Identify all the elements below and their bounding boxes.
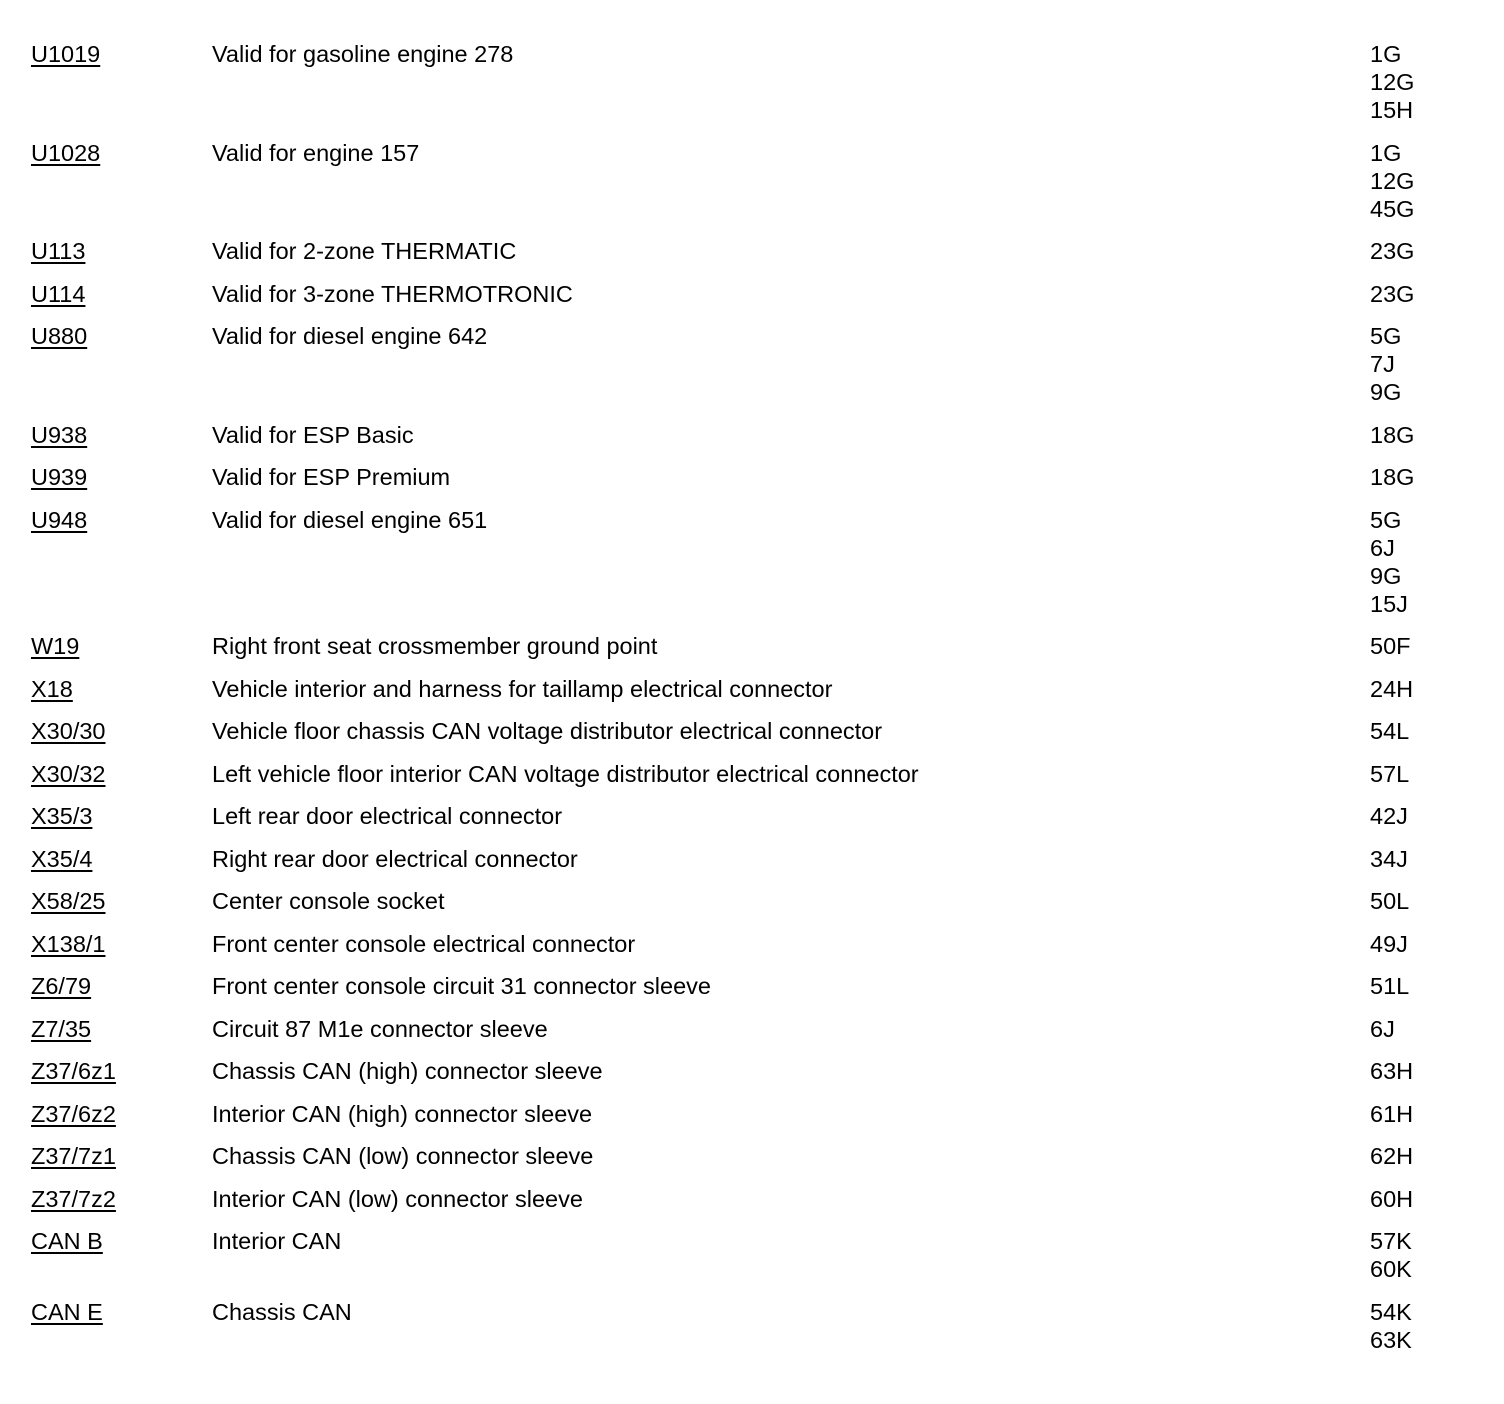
component-code-link[interactable]: U113 [31, 238, 86, 264]
grid-reference: 5G [1370, 323, 1402, 349]
component-description: Valid for ESP Premium [212, 464, 451, 490]
grid-reference: 15J [1370, 590, 1408, 617]
component-description: Valid for 3-zone THERMOTRONIC [212, 280, 573, 307]
component-code-link[interactable]: Z7/35 [31, 1015, 92, 1042]
component-description: Valid for gasoline engine 278 [212, 41, 514, 67]
grid-reference-list [1370, 717, 1460, 745]
component-code-link[interactable]: X18 [31, 675, 73, 702]
component-description: Circuit 87 M1e connector sleeve [212, 1015, 548, 1042]
component-description: Right rear door electrical connector [212, 845, 578, 872]
component-description: Valid for diesel engine 642 [212, 323, 488, 349]
grid-reference: 23G [1370, 280, 1415, 307]
component-code-link[interactable]: U1019 [31, 41, 101, 67]
grid-reference-list [1370, 506, 1460, 618]
component-code-link[interactable]: CAN E [31, 1298, 103, 1325]
grid-reference-list [1370, 1100, 1460, 1128]
component-description: Valid for ESP Basic [212, 421, 414, 448]
legend-row [31, 1298, 1471, 1354]
grid-reference: 62H [1370, 1143, 1414, 1169]
component-code-link[interactable]: U948 [31, 506, 88, 533]
component-description: Front center console electrical connector [212, 930, 636, 957]
grid-reference-list [1370, 1227, 1460, 1283]
component-code-link[interactable]: X58/25 [31, 888, 106, 914]
legend-row [31, 845, 1471, 873]
grid-reference-list [1370, 760, 1460, 788]
component-description: Left rear door electrical connector [212, 803, 563, 829]
grid-reference: 60K [1370, 1256, 1412, 1282]
grid-reference: 6J [1370, 1015, 1395, 1042]
grid-reference: 42J [1370, 803, 1408, 829]
legend-row [31, 463, 1471, 491]
component-description: Valid for 2-zone THERMATIC [212, 238, 517, 264]
component-description: Valid for engine 157 [212, 139, 420, 166]
legend-row [31, 1015, 1471, 1043]
component-description: Front center console circuit 31 connector sleeve [212, 973, 711, 999]
legend-row [31, 506, 1471, 618]
grid-reference: 15H [1370, 97, 1414, 123]
grid-reference-list [1370, 421, 1460, 449]
component-description: Valid for diesel engine 651 [212, 506, 488, 533]
component-code-link[interactable]: X30/30 [31, 718, 106, 744]
component-code-link[interactable]: Z37/6z2 [31, 1100, 116, 1127]
component-description: Vehicle floor chassis CAN voltage distributor electrical connector [212, 718, 883, 744]
grid-reference-list [1370, 463, 1460, 491]
legend-row [31, 1185, 1471, 1213]
component-description: Left vehicle floor interior CAN voltage distributor electrical connector [212, 760, 919, 787]
grid-reference: 6J [1370, 534, 1395, 561]
grid-reference-list [1370, 280, 1460, 308]
grid-reference: 18G [1370, 421, 1415, 448]
component-code-link[interactable]: U114 [31, 280, 86, 307]
component-code-link[interactable]: U1028 [31, 139, 101, 166]
grid-reference: 63K [1370, 1326, 1412, 1353]
legend-row [31, 421, 1471, 449]
grid-reference-list [1370, 675, 1460, 703]
grid-reference: 49J [1370, 930, 1408, 957]
component-description: Right front seat crossmember ground point [212, 633, 658, 659]
component-code-link[interactable]: U939 [31, 464, 88, 490]
grid-reference: 1G [1370, 41, 1402, 67]
component-description: Interior CAN (high) connector sleeve [212, 1100, 593, 1127]
grid-reference: 24H [1370, 675, 1414, 702]
legend-row [31, 1227, 1471, 1283]
grid-reference: 54L [1370, 718, 1410, 744]
component-description: Interior CAN [212, 1228, 342, 1254]
component-code-link[interactable]: Z37/7z2 [31, 1185, 116, 1212]
legend-row [31, 972, 1471, 1000]
grid-reference: 50F [1370, 633, 1411, 659]
component-code-link[interactable]: U938 [31, 421, 88, 448]
grid-reference-list [1370, 845, 1460, 873]
legend-row [31, 930, 1471, 958]
component-code-link[interactable]: CAN B [31, 1228, 103, 1254]
grid-reference-list [1370, 237, 1460, 265]
component-code-link[interactable]: X138/1 [31, 930, 106, 957]
grid-reference: 7J [1370, 351, 1395, 377]
grid-reference: 23G [1370, 238, 1415, 264]
grid-reference: 61H [1370, 1100, 1414, 1127]
grid-reference: 12G [1370, 69, 1415, 95]
grid-reference: 9G [1370, 562, 1402, 589]
grid-reference: 1G [1370, 139, 1402, 166]
legend-row [31, 1057, 1471, 1085]
component-description: Chassis CAN (high) connector sleeve [212, 1058, 603, 1084]
legend-row [31, 717, 1471, 745]
grid-reference-list [1370, 930, 1460, 958]
component-description: Chassis CAN [212, 1298, 352, 1325]
grid-reference-list [1370, 322, 1460, 406]
legend-row [31, 322, 1471, 406]
grid-reference: 54K [1370, 1298, 1412, 1325]
component-code-link[interactable]: X35/3 [31, 803, 93, 829]
grid-reference-list [1370, 802, 1460, 830]
legend-row [31, 1142, 1471, 1170]
grid-reference-list [1370, 1142, 1460, 1170]
grid-reference: 63H [1370, 1058, 1414, 1084]
legend-row [31, 1100, 1471, 1128]
grid-reference: 34J [1370, 845, 1408, 872]
grid-reference-list [1370, 139, 1460, 223]
component-legend-table [31, 40, 1471, 1368]
component-code-link[interactable]: Z37/6z1 [31, 1058, 116, 1084]
grid-reference: 18G [1370, 464, 1415, 490]
grid-reference: 45G [1370, 195, 1415, 222]
component-code-link[interactable]: X35/4 [31, 845, 93, 872]
legend-row [31, 280, 1471, 308]
legend-row [31, 139, 1471, 223]
component-description: Vehicle interior and harness for taillamp electrical connector [212, 675, 833, 702]
component-code-link[interactable]: W19 [31, 633, 80, 659]
grid-reference: 9G [1370, 379, 1402, 405]
component-code-link[interactable]: U880 [31, 323, 88, 349]
grid-reference: 50L [1370, 888, 1410, 914]
grid-reference-list [1370, 1057, 1460, 1085]
grid-reference: 60H [1370, 1185, 1414, 1212]
component-description: Center console socket [212, 888, 445, 914]
component-description: Interior CAN (low) connector sleeve [212, 1185, 583, 1212]
grid-reference-list [1370, 1015, 1460, 1043]
grid-reference: 12G [1370, 167, 1415, 194]
component-code-link[interactable]: Z37/7z1 [31, 1143, 116, 1169]
component-description: Chassis CAN (low) connector sleeve [212, 1143, 594, 1169]
component-code-link[interactable]: X30/32 [31, 760, 106, 787]
grid-reference: 57L [1370, 760, 1410, 787]
legend-row [31, 632, 1471, 660]
legend-row [31, 675, 1471, 703]
grid-reference-list [1370, 887, 1460, 915]
legend-row [31, 760, 1471, 788]
legend-row [31, 237, 1471, 265]
grid-reference: 5G [1370, 506, 1402, 533]
component-code-link[interactable]: Z6/79 [31, 973, 92, 999]
legend-row [31, 887, 1471, 915]
legend-row [31, 40, 1471, 124]
grid-reference-list [1370, 972, 1460, 1000]
grid-reference-list [1370, 632, 1460, 660]
grid-reference-list [1370, 1298, 1460, 1354]
grid-reference: 57K [1370, 1228, 1412, 1254]
legend-row [31, 802, 1471, 830]
grid-reference-list [1370, 1185, 1460, 1213]
grid-reference: 51L [1370, 973, 1410, 999]
grid-reference-list [1370, 40, 1460, 124]
